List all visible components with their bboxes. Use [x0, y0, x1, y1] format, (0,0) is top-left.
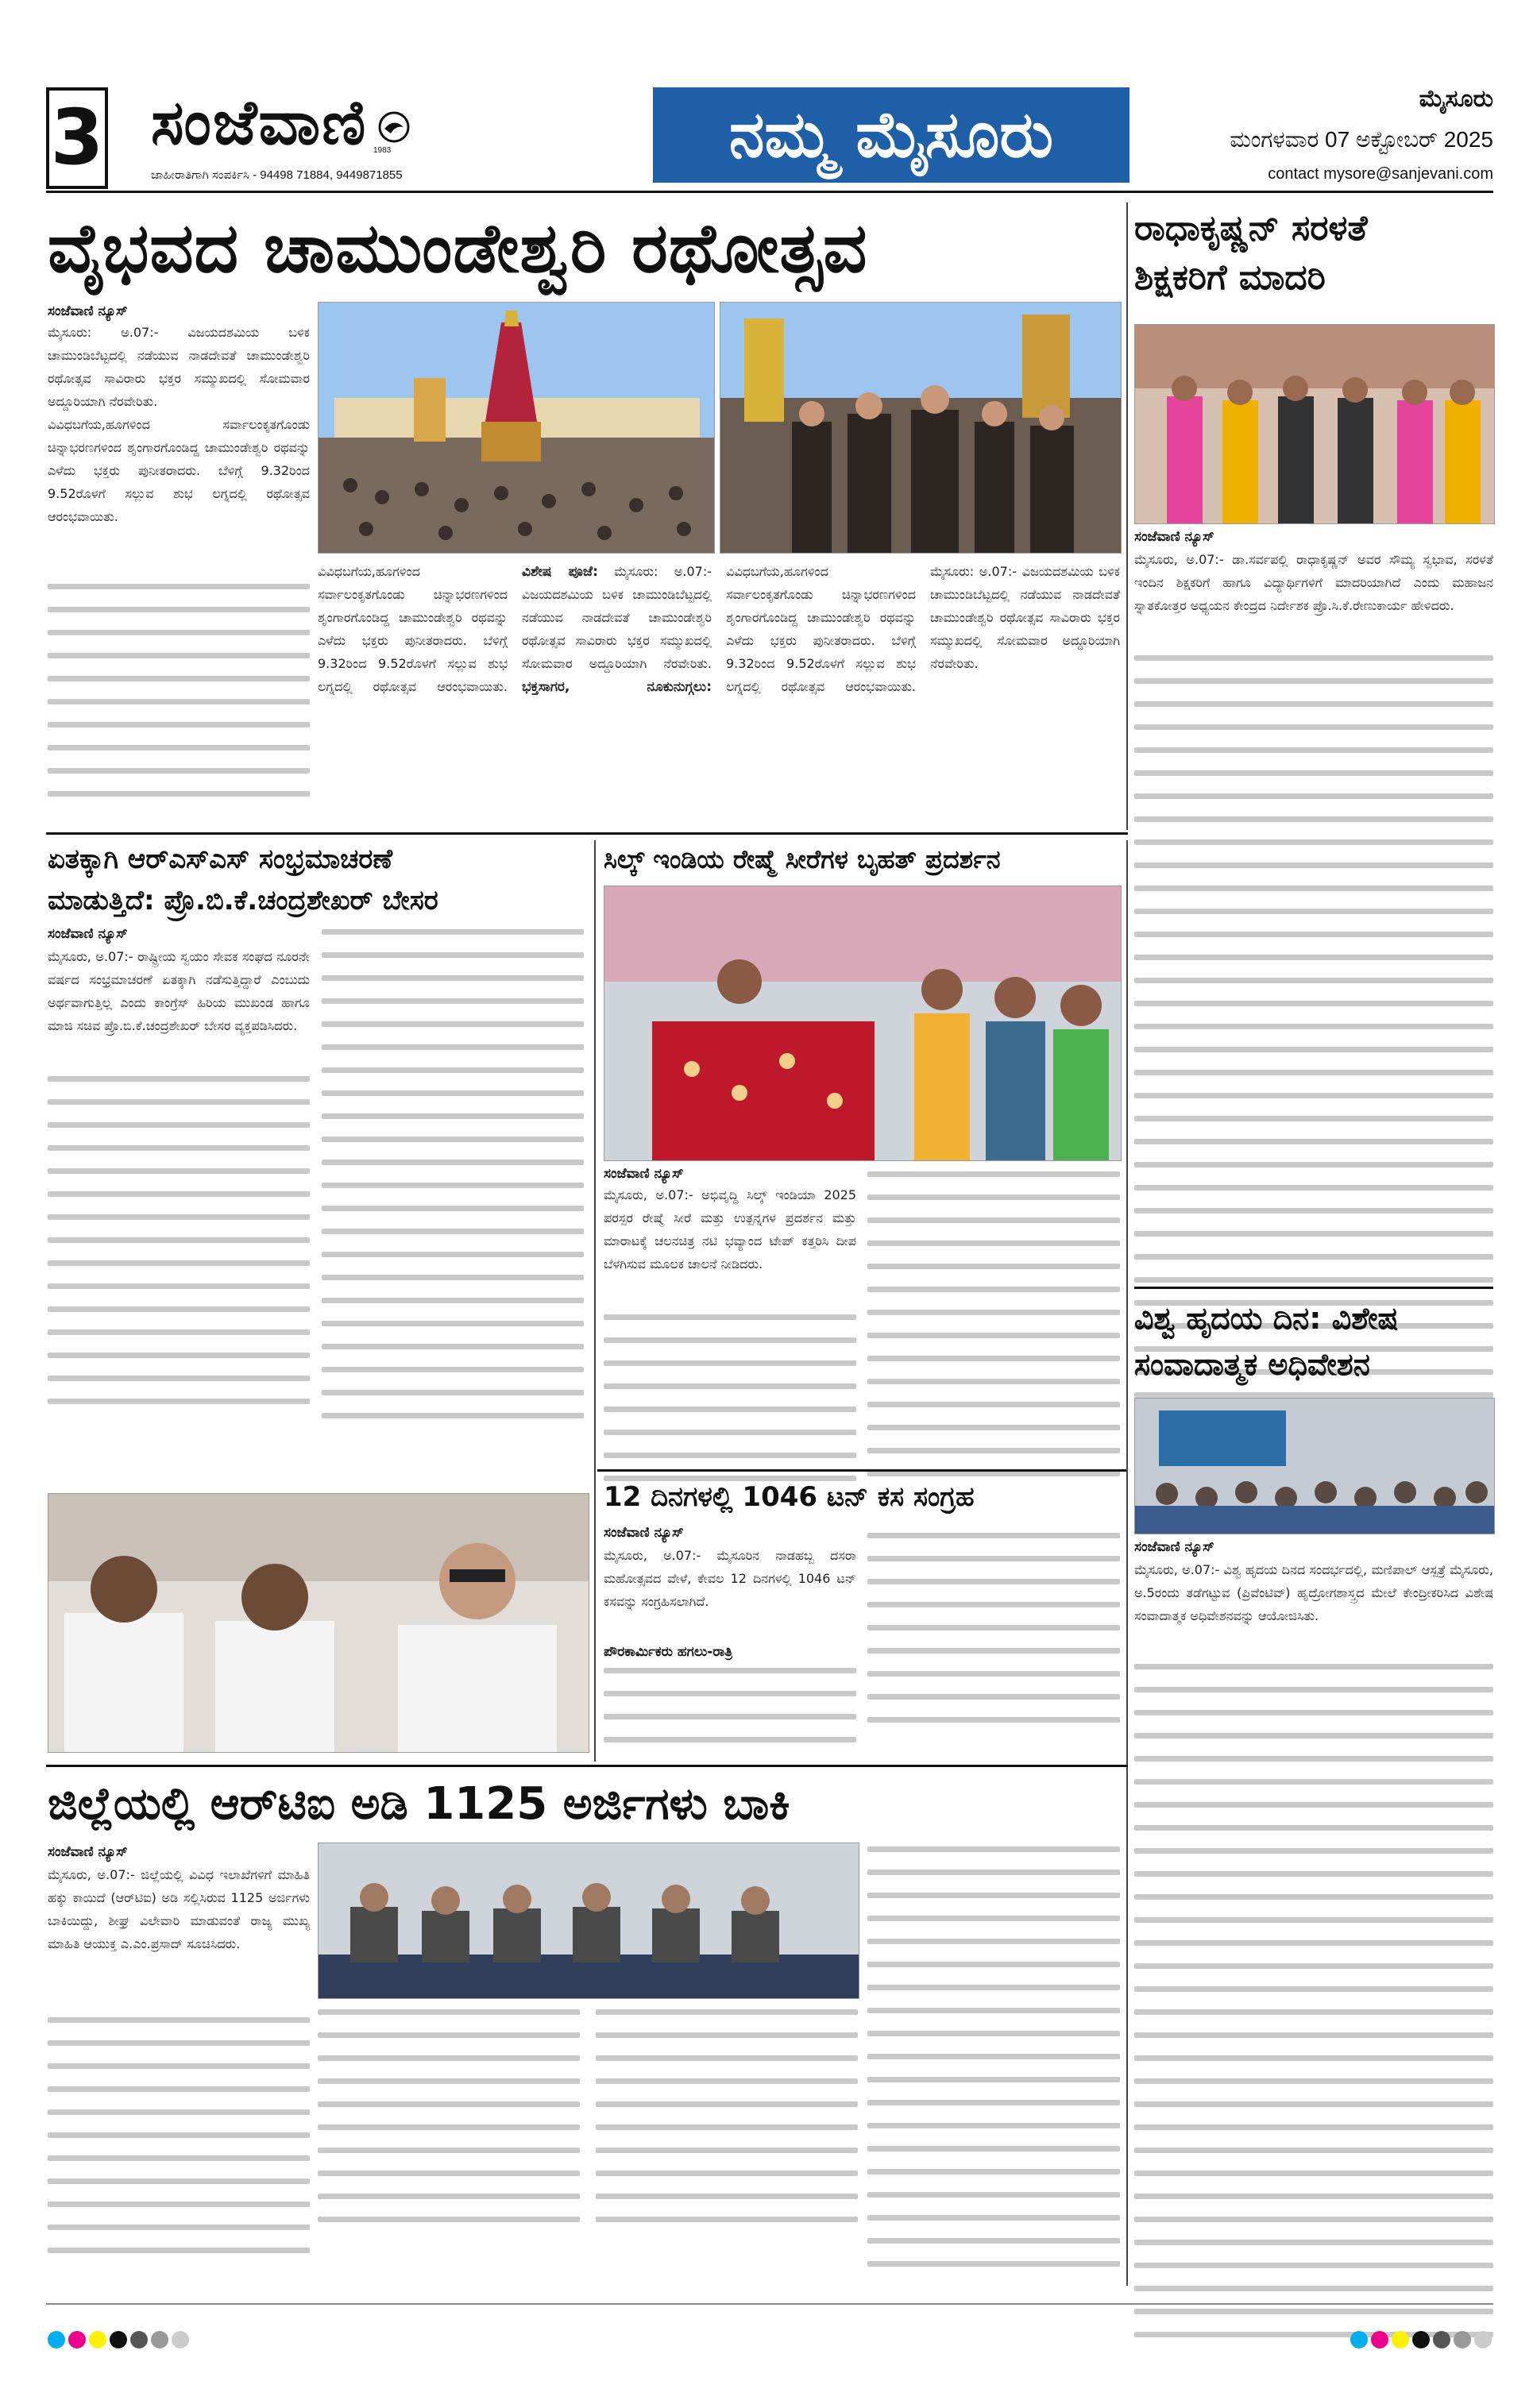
dove-icon	[378, 111, 410, 143]
edition-city: ಮೈಸೂರು	[1419, 86, 1493, 112]
section-banner: ನಮ್ಮ ಮೈಸೂರು	[653, 87, 1129, 183]
article-text-continued	[867, 1171, 1120, 1494]
heart-session-photo	[1134, 1398, 1495, 1534]
column-divider	[594, 840, 596, 1762]
page-number: 3	[46, 87, 108, 189]
article-text-continued	[322, 929, 584, 1436]
article-body-columns: ವಿವಿಧಬಗೆಯ,ಹೂಗಳಿಂದ ಸರ್ವಾಲಂಕೃತಗೊಂಡು ಚಿನ್ನಾಭರಣಗಳಿಂದ ಶೃಂಗಾರಗೊಂಡಿದ್ದ ಚಾಮುಂಡೇಶ್ವರಿ ರಥವನ್ನು ಎಳೆದು ಭಕ್ತರು ಪುನೀತರಾದರು. ಬೆಳಿಗ್ಗೆ 9.32ರಿಂದ 9.52ರೊಳಗೆ ಸಲ್ಲುವ ಶುಭ ಲಗ್ನದಲ್ಲಿ ರಥೋತ್ಸವ ಆರಂಭವಾಯಿತು. ವಿಶೇಷ ಪೂಜೆ: ಮೈಸೂರು: ಅ.07:- ವಿಜಯದಶಮಿಯ ಬಳಿಕ ಚಾಮುಂಡಿಬೆಟ್ಟದಲ್ಲಿ ನಡೆಯುವ ನಾಡದೇವತೆ ಚಾಮುಂಡೇಶ್ವರಿ ರಥೋತ್ಸವ ಸಾವಿರಾರು ಭಕ್ತರ ಸಮ್ಮುಖದಲ್ಲಿ ಸೋಮವಾರ ಅದ್ದೂರಿಯಾಗಿ ನೆರವೇರಿತು. ಭಕ್ತಸಾಗರ, ನೂಕುನುಗ್ಗಲು: ವಿವಿಧಬಗೆಯ,ಹೂಗಳಿಂದ ಸರ್ವಾಲಂಕೃತಗೊಂಡು ಚಿನ್ನಾಭರಣಗಳಿಂದ ಶೃಂಗಾರಗೊಂಡಿದ್ದ ಚಾಮುಂಡೇಶ್ವರಿ ರಥವನ್ನು ಎಳೆದು ಭಕ್ತರು ಪುನೀತರಾದರು. ಬೆಳಿಗ್ಗೆ 9.32ರಿಂದ 9.52ರೊಳಗೆ ಸಲ್ಲುವ ಶುಭ ಲಗ್ನದಲ್ಲಿ ರಥೋತ್ಸವ ಆರಂಭವಾಯಿತು. ಮೈಸೂರು: ಅ.07:- ವಿಜಯದಶಮಿಯ ಬಳಿಕ ಚಾಮುಂಡಿಬೆಟ್ಟದಲ್ಲಿ ನಡೆಯುವ ನಾಡದೇವತೆ ಚಾಮುಂಡೇಶ್ವರಿ ರಥೋತ್ಸವ ಸಾವಿರಾರು ಭಕ್ತರ ಸಮ್ಮುಖದಲ್ಲಿ ಸೋಮವಾರ ಅದ್ದೂರಿಯಾಗಿ ನೆರವೇರಿತು.	[318, 564, 1120, 695]
byline: ಸಂಜೆವಾಣಿ ನ್ಯೂಸ್	[1134, 529, 1214, 545]
cyan-swatch	[48, 2331, 65, 2348]
gray-swatch	[1474, 2331, 1492, 2348]
press-meet-photo	[48, 1493, 589, 1753]
byline: ಸಂಜೆವಾಣಿ ನ್ಯೂಸ್	[1134, 1539, 1214, 1555]
radhakrishnan-headline-1: ರಾಧಾಕೃಷ್ಣನ್ ಸರಳತೆ	[1134, 208, 1368, 249]
rti-meeting-photo	[318, 1843, 859, 1999]
rss-headline-2: ಮಾಡುತ್ತಿದೆ: ಪ್ರೊ.ಬಿ.ಕೆ.ಚಂದ್ರಶೇಖರ್ ಬೇಸರ	[48, 885, 438, 917]
teachers-event-photo	[1134, 324, 1495, 524]
contact-email[interactable]: contact mysore@sanjevani.com	[1268, 165, 1493, 183]
rss-lead: ಮೈಸೂರು, ಅ.07:- ರಾಷ್ಟ್ರೀಯ ಸ್ವಯಂ ಸೇವಕ ಸಂಘದ ನೂರನೇ ವರ್ಷದ ಸಂಭ್ರಮಾಚರಣೆ ಏತಕ್ಕಾಗಿ ನಡೆಸುತ್ತಿದ್ದಾರೆ ಎಂಬುದು ಅರ್ಥವಾಗುತ್ತಿಲ್ಲ ಎಂದು ಕಾಂಗ್ರೆಸ್ ಹಿರಿಯ ಮುಖಂಡ ಹಾಗೂ ಮಾಜಿ ಸಚಿವ ಪ್ರೊ.ಬಿ.ಕೆ.ಚಂದ್ರಶೇಖರ್ ಬೇಸರ ವ್ಯಕ್ತಪಡಿಸಿದರು.	[48, 949, 310, 1033]
yellow-swatch	[89, 2331, 106, 2348]
silk-headline: ಸಿಲ್ಕ್ ಇಂಡಿಯ ರೇಷ್ಮೆ ಸೀರೆಗಳ ಬೃಹತ್ ಪ್ರದರ್ಶನ	[604, 844, 1001, 874]
column-divider	[1126, 840, 1128, 2286]
waste-lead: ಮೈಸೂರು, ಅ.07:- ಮೈಸೂರಿನ ನಾಡಹಬ್ಬ ದಸರಾ ಮಹೋತ್ಸವದ ವೇಳೆ, ಕೇವಲ 12 ದಿನಗಳಲ್ಲಿ 1046 ಟನ್ ಕಸವನ್ನು ಸಂಗ್ರಹಿಸಲಾಗಿದೆ.	[604, 1548, 856, 1609]
silk-expo-photo	[604, 886, 1122, 1161]
chariot-photo	[318, 302, 715, 554]
magenta-swatch	[68, 2331, 86, 2348]
registration-colors-right	[1350, 2331, 1509, 2355]
black-swatch	[110, 2331, 127, 2348]
byline: ಸಂಜೆವಾಣಿ ನ್ಯೂಸ್	[48, 1844, 128, 1860]
cyan-swatch	[1350, 2331, 1368, 2348]
article-text-continued	[318, 2009, 580, 2240]
devotees-photo	[720, 302, 1122, 554]
logo-text: ಸಂಜೆವಾಣಿ	[151, 87, 368, 159]
article-text-continued	[596, 2009, 858, 2240]
article-text-continued	[867, 1533, 1120, 1740]
article-text-continued	[48, 584, 310, 814]
radhakrishnan-lead: ಮೈಸೂರು, ಅ.07:- ಡಾ.ಸರ್ವಪಲ್ಲಿ ರಾಧಾಕೃಷ್ಣನ್ ಅವರ ಸೌಮ್ಯ ಸ್ವಭಾವ, ಸರಳತೆ ಇಂದಿನ ಶಿಕ್ಷಕರಿಗೆ ಹಾಗೂ ವಿದ್ಯಾರ್ಥಿಗಳಿಗೆ ಮಾದರಿಯಾಗಿದೆ ಎಂದು ಮಹಾಜನ ಸ್ನಾತಕೋತ್ತರ ಅಧ್ಯಯನ ಕೇಂದ್ರದ ನಿರ್ದೇಶಕ ಪ್ರೊ.ಸಿ.ಕೆ.ರೇಣುಕಾರ್ಯ ಹೇಳಿದರು.	[1134, 552, 1493, 613]
article-text-continued	[48, 1076, 310, 1422]
footer-rule	[46, 2303, 1493, 2305]
masthead-rule	[46, 191, 1493, 193]
section-rule	[597, 1469, 1128, 1472]
column-divider	[1126, 203, 1128, 830]
registration-colors-left	[48, 2331, 207, 2355]
waste-subhead: ಪೌರಕಾರ್ಮಿಕರು ಹಗಲು-ರಾತ್ರಿ	[604, 1644, 733, 1660]
gray-swatch	[1433, 2331, 1450, 2348]
magenta-swatch	[1371, 2331, 1388, 2348]
subhead-special-pooja: ವಿಶೇಷ ಪೂಜೆ:	[522, 564, 598, 580]
silk-lead: ಮೈಸೂರು, ಅ.07:- ಅಭಿವೃದ್ಧಿ ಸಿಲ್ಕ್ ಇಂಡಿಯಾ 2025 ಪರಸ್ಪರ ರೇಷ್ಮೆ ಸೀರೆ ಮತ್ತು ಉತ್ಪನ್ನಗಳ ಪ್ರದರ್ಶನ ಮತ್ತು ಮಾರಾಟಕ್ಕೆ ಚಲನಚಿತ್ರ ನಟಿ ಭವ್ಯಾಂದ ಟೇಪ್ ಕತ್ತರಿಸಿ ದೀಪ ಬೆಳಗಿಸುವ ಮೂಲಕ ಚಾಲನೆ ನೀಡಿದರು.	[604, 1187, 856, 1272]
byline: ಸಂಜೆವಾಣಿ ನ್ಯೂಸ್	[604, 1525, 684, 1541]
gray-swatch	[151, 2331, 168, 2348]
radhakrishnan-headline-2: ಶಿಕ್ಷಕರಿಗೆ ಮಾದರಿ	[1134, 257, 1326, 298]
subhead-crowd: ಭಕ್ತಸಾಗರ, ನೂಕುನುಗ್ಗಲು:	[522, 679, 712, 695]
section-rule	[1134, 1287, 1493, 1289]
logo-year: 1983	[373, 146, 392, 155]
edition-date: ಮಂಗಳವಾರ 07 ಅಕ್ಟೋಬರ್ 2025	[1230, 127, 1493, 152]
byline: ಸಂಜೆವಾಣಿ ನ್ಯೂಸ್	[604, 1166, 684, 1182]
heart-lead: ಮೈಸೂರು, ಅ.07:- ವಿಶ್ವ ಹೃದಯ ದಿನದ ಸಂದರ್ಭದಲ್ಲಿ, ಮಣಿಪಾಲ್ ಆಸ್ಪತ್ರೆ ಮೈಸೂರು, ಅ.5ರಂದು ತಡೆಗಟ್ಟುವ (ಪ್ರಿವೆಂಟಿವ್) ಹೃದ್ರೋಗಶಾಸ್ತ್ರದ ಮೇಲೆ ಕೇಂದ್ರೀಕರಿಸಿದ ವಿಶೇಷ ಸಂವಾದಾತ್ಮಕ ಅಧಿವೇಶನವನ್ನು ಆಯೋಜಿಸಿತು.	[1134, 1562, 1493, 1623]
byline: ಸಂಜೆವಾಣಿ ನ್ಯೂಸ್	[48, 303, 128, 319]
gray-swatch	[130, 2331, 148, 2348]
byline: ಸಂಜೆವಾಣಿ ನ್ಯೂಸ್	[48, 926, 128, 942]
advertising-contact: ಜಾಹೀರಾತಿಗಾಗಿ ಸಂಪರ್ಕಿಸಿ - 94498 71884, 9449871855	[151, 168, 403, 182]
section-rule	[46, 832, 1128, 835]
rti-lead: ಮೈಸೂರು, ಅ.07:- ಜಿಲ್ಲೆಯಲ್ಲಿ ವಿವಿಧ ಇಲಾಖೆಗಳಿಗೆ ಮಾಹಿತಿ ಹಕ್ಕು ಕಾಯಿದೆ (ಆರ್‌ಟಿಐ) ಅಡಿ ಸಲ್ಲಿಸಿರುವ 1125 ಅರ್ಜಿಗಳು ಬಾಕಿಯಿದ್ದು, ಶೀಘ್ರ ವಿಲೇವಾರಿ ಮಾಡುವಂತೆ ರಾಜ್ಯ ಮುಖ್ಯ ಮಾಹಿತಿ ಆಯುಕ್ತ ಎ.ಎಂ.ಪ್ರಸಾದ್ ಸೂಚಿಸಿದರು.	[48, 1867, 310, 1951]
lead-headline: ವೈಭವದ ಚಾಮುಂಡೇಶ್ವರಿ ರಥೋತ್ಸವ	[48, 209, 868, 288]
article-text-continued	[1134, 1664, 1493, 2355]
article-text-continued	[48, 2017, 310, 2271]
yellow-swatch	[1392, 2331, 1409, 2348]
article-lead: ಮೈಸೂರು: ಅ.07:- ವಿಜಯದಶಮಿಯ ಬಳಿಕ ಚಾಮುಂಡಿಬೆಟ್ಟದಲ್ಲಿ ನಡೆಯುವ ನಾಡದೇವತೆ ಚಾಮುಂಡೇಶ್ವರಿ ರಥೋತ್ಸವ ಸಾವಿರಾರು ಭಕ್ತರ ಸಮ್ಮುಖದಲ್ಲಿ ಸೋಮವಾರ ಅದ್ದೂರಿಯಾಗಿ ನೆರವೇರಿತು. ವಿವಿಧಬಗೆಯ,ಹೂಗಳಿಂದ ಸರ್ವಾಲಂಕೃತಗೊಂಡು ಚಿನ್ನಾಭರಣಗಳಿಂದ ಶೃಂಗಾರಗೊಂಡಿದ್ದ ಚಾಮುಂಡೇಶ್ವರಿ ರಥವನ್ನು ಎಳೆದು ಭಕ್ತರು ಪುನೀತರಾದರು. ಬೆಳಿಗ್ಗೆ 9.32ರಿಂದ 9.52ರೊಳಗೆ ಸಲ್ಲುವ ಶುಭ ಲಗ್ನದಲ್ಲಿ ರಥೋತ್ಸವ ಆರಂಭವಾಯಿತು.	[48, 325, 310, 524]
heart-headline-2: ಸಂವಾದಾತ್ಮಕ ಅಧಿವೇಶನ	[1134, 1347, 1370, 1382]
rss-headline-1: ಏತಕ್ಕಾಗಿ ಆರ್‌ಎಸ್‌ಎಸ್ ಸಂಭ್ರಮಾಚರಣೆ	[48, 843, 393, 875]
section-rule	[46, 1765, 1128, 1767]
waste-headline: 12 ದಿನಗಳಲ್ಲಿ 1046 ಟನ್ ಕಸ ಸಂಗ್ರಹ	[604, 1481, 975, 1513]
gray-swatch	[172, 2331, 189, 2348]
heart-headline-1: ವಿಶ್ವ ಹೃದಯ ದಿನ: ವಿಶೇಷ	[1134, 1301, 1399, 1336]
article-text-continued	[867, 1847, 1120, 2284]
gray-swatch	[1454, 2331, 1471, 2348]
black-swatch	[1412, 2331, 1430, 2348]
article-text-continued	[604, 1668, 856, 1760]
rti-headline: ಜಿಲ್ಲೆಯಲ್ಲಿ ಆರ್‌ಟಿಐ ಅಡಿ 1125 ಅರ್ಜಿಗಳು ಬಾಕಿ	[48, 1778, 790, 1830]
